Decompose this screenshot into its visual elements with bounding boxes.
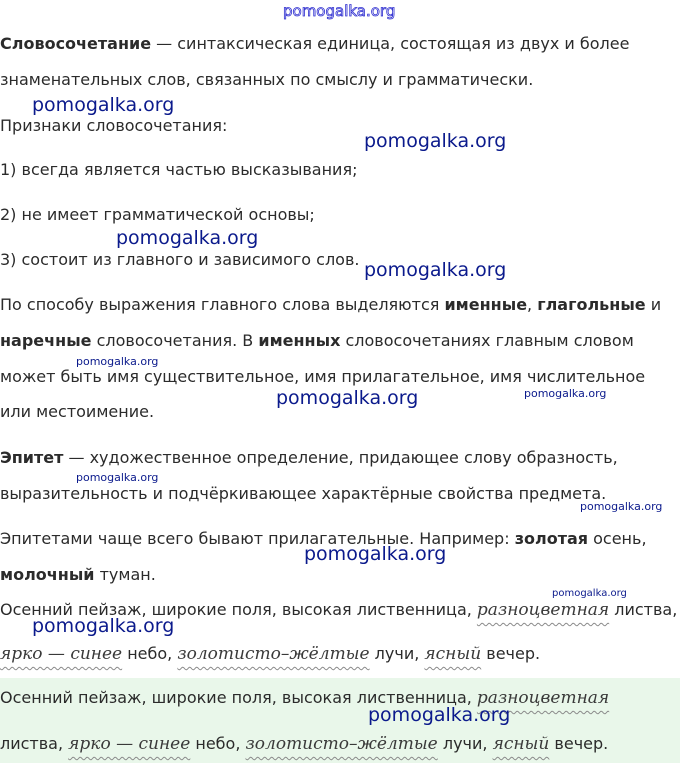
- answer-line-1: [0, 688, 609, 708]
- examples-line-2: [0, 565, 156, 585]
- watermark-small: pomogalka.org: [76, 355, 159, 368]
- types-text: По способу выражения главного слова выделяются: [0, 295, 445, 314]
- types-line-4: или местоимение.: [0, 402, 155, 421]
- watermark: pomogalka.org: [368, 704, 511, 726]
- sign-item-3: 3) состоит из главного и зависимого слов.: [0, 250, 360, 269]
- task-text: небо,: [122, 644, 178, 663]
- watermark: pomogalka.org: [364, 259, 507, 281]
- definition-term: Словосочетание: [0, 34, 152, 53]
- answer-epithet-3: золотисто–жёлтые: [245, 734, 438, 754]
- examples-text: Эпитетами чаще всего бывают прилагательные. Например:: [0, 529, 515, 548]
- watermark-small: pomogalka.org: [524, 387, 607, 400]
- signs-title: Признаки словосочетания:: [0, 116, 228, 135]
- types-text: и: [645, 295, 662, 314]
- examples-text: осень,: [588, 529, 647, 548]
- answer-text: небо,: [190, 734, 246, 753]
- answer-epithet-4: ясный: [492, 734, 550, 754]
- types-text: словосочетаниях главным словом: [340, 331, 634, 350]
- types-word-nominal-2: именных: [258, 331, 341, 350]
- answer-epithet-1: разноцветная: [476, 688, 610, 708]
- answer-text: листва,: [0, 734, 69, 753]
- types-word-adverbial: наречные: [0, 331, 92, 350]
- task-text: вечер.: [481, 644, 541, 663]
- answer-text: лучи,: [437, 734, 493, 753]
- example-golden: золотая: [514, 529, 589, 548]
- examples-text: туман.: [94, 565, 156, 584]
- types-text: ,: [527, 295, 538, 314]
- answer-text: Осенний пейзаж, широкие поля, высокая лиственница,: [0, 688, 477, 707]
- sign-item-1: 1) всегда является частью высказывания;: [0, 160, 358, 179]
- epithet-text-1: — художественное определение, придающее слову образность,: [63, 448, 618, 467]
- answer-line-2: [0, 734, 608, 754]
- task-line-2: [0, 644, 540, 664]
- epithet-line-2: выразительность и подчёркивающее характёрные свойства предмета.: [0, 484, 607, 503]
- sign-item-2: 2) не имеет грамматической основы;: [0, 205, 315, 224]
- task-epithet-4: ясный: [424, 644, 482, 664]
- watermark-top: pomogalka.org: [283, 2, 396, 20]
- definition-line-1: [0, 34, 629, 54]
- types-line-2: [0, 331, 634, 351]
- example-milky: молочный: [0, 565, 95, 584]
- types-text: словосочетания. В: [91, 331, 259, 350]
- task-epithet-1: разноцветная: [476, 600, 610, 620]
- task-text: листва,: [609, 600, 678, 619]
- types-word-nominal: именные: [444, 295, 528, 314]
- answer-epithet-2: ярко — синее: [68, 734, 191, 754]
- task-text: Осенний пейзаж, широкие поля, высокая лиственница,: [0, 600, 477, 619]
- epithet-line-1: [0, 448, 618, 468]
- watermark: pomogalka.org: [116, 227, 259, 249]
- watermark-small: pomogalka.org: [580, 500, 663, 513]
- task-epithet-2: ярко — синее: [0, 644, 123, 664]
- watermark: pomogalka.org: [304, 543, 447, 565]
- watermark-small: pomogalka.org: [552, 588, 627, 599]
- watermark-small: pomogalka.org: [76, 471, 159, 484]
- watermark: pomogalka.org: [364, 130, 507, 152]
- task-text: лучи,: [369, 644, 425, 663]
- task-epithet-3: золотисто–жёлтые: [177, 644, 370, 664]
- epithet-term: Эпитет: [0, 448, 64, 467]
- types-line-1: [0, 295, 661, 315]
- definition-text-1: — синтаксическая единица, состоящая из двух и более: [151, 34, 630, 53]
- types-word-verbal: глагольные: [537, 295, 646, 314]
- types-line-3: может быть имя существительное, имя прилагательное, имя числительное: [0, 367, 646, 386]
- watermark: pomogalka.org: [32, 94, 175, 116]
- watermark: pomogalka.org: [32, 615, 175, 637]
- definition-line-2: знаменательных слов, связанных по смыслу и грамматически.: [0, 70, 534, 89]
- answer-text: вечер.: [549, 734, 609, 753]
- watermark: pomogalka.org: [276, 387, 419, 409]
